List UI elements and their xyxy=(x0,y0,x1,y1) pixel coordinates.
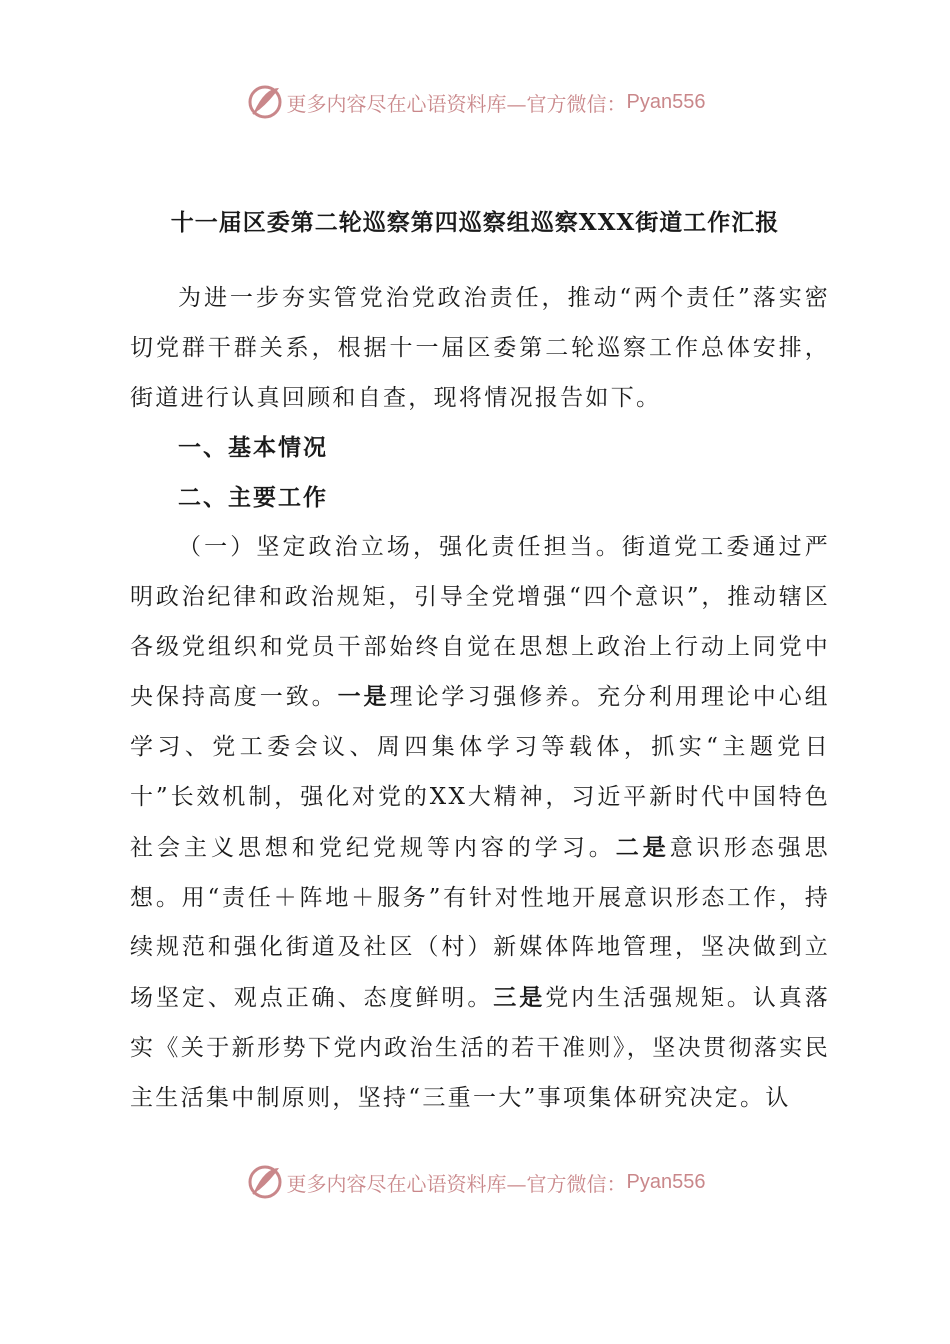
quill-logo-icon xyxy=(245,82,285,122)
paragraph-lead: （一）坚定政治立场，强化责任担当。街道党工委通过严明政治纪律和政治规矩，引导全党增强“四个意识”，推动辖区各级党组织和党员干部始终自觉在思想上政治上行动上同党中央保持高度一致。 xyxy=(130,533,830,711)
document-body xyxy=(130,274,830,1124)
quill-logo-icon xyxy=(245,1162,285,1202)
footer-watermark-banner xyxy=(0,1162,950,1202)
document-title: 十一届区委第二轮巡察第四巡察组巡察XXX街道工作汇报 xyxy=(170,209,780,236)
point-second-text: 意识形态强思想。用“责任＋阵地＋服务”有针对性地开展意识形态工作，持续规范和强化街道及社区（村）新媒体阵地管理，坚决做到立场坚定、观点正确、态度鲜明。 xyxy=(130,834,830,1012)
header-watermark-banner xyxy=(0,82,950,122)
intro-paragraph: 为进一步夯实管党治党政治责任，推动“两个责任”落实密切党群干群关系，根据十一届区委第二轮巡察工作总体安排，街道进行认真回顾和自查，现将情况报告如下。 xyxy=(130,285,830,411)
banner-text: 更多内容尽在心语资料库—官方微信： xyxy=(286,91,627,116)
section-heading-basic: 一、基本情况 xyxy=(178,434,328,462)
wechat-id: Pyan556 xyxy=(626,1170,706,1193)
keyword-first: 一是 xyxy=(337,683,390,711)
point-first-text: 理论学习强修养。充分利用理论中心组学习、党工委会议、周四集体学习等载体，抓实“主题党日十”长效机制，强化对党的XX大精神，习近平新时代中国特色社会主义思想和党纪党规等内容的学习。 xyxy=(130,684,830,861)
keyword-second: 二是 xyxy=(615,833,670,861)
keyword-third: 三是 xyxy=(493,984,546,1012)
wechat-id: Pyan556 xyxy=(626,90,706,113)
work-paragraph xyxy=(130,523,830,1124)
point-third-text: 党内生活强规矩。认真落实《关于新形势下党内政治生活的若干准则》，坚决贯彻落实民主生活集中制原则，坚持“三重一大”事项集体研究决定。认 xyxy=(130,985,830,1111)
banner-text: 更多内容尽在心语资料库—官方微信： xyxy=(286,1171,627,1196)
section-heading-main-work: 二、主要工作 xyxy=(178,484,328,512)
